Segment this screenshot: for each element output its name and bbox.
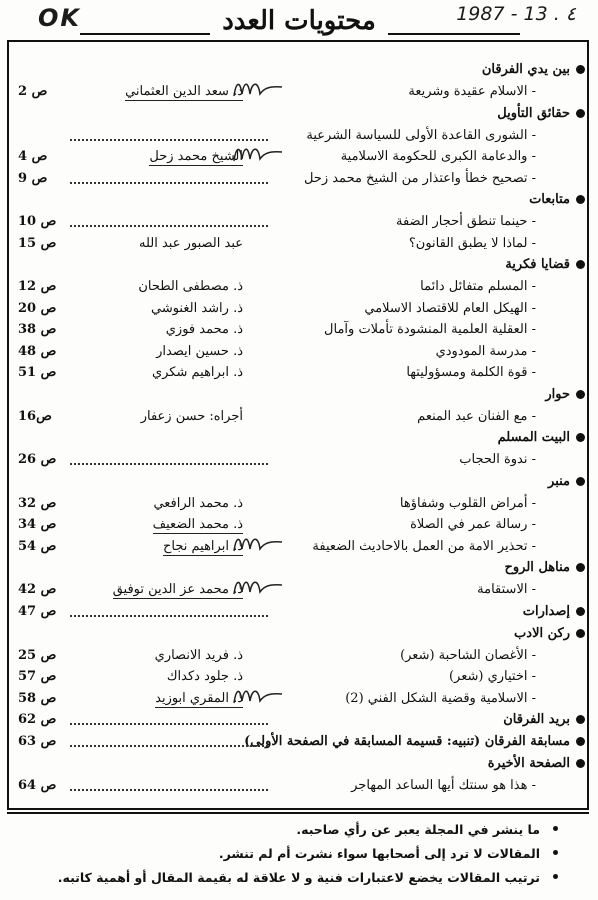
section-title: حقائق التأويل xyxy=(497,105,570,121)
entry-author: ذ. جلود دكداك xyxy=(166,669,243,684)
page-number: ص 62 xyxy=(18,712,57,727)
notes-rule xyxy=(7,812,589,814)
toc-entry xyxy=(0,299,598,321)
handwritten-check-mark xyxy=(230,576,286,598)
page-number: ص 15 xyxy=(18,235,57,251)
page-number: ص 34 xyxy=(18,517,57,532)
toc-entry xyxy=(0,494,598,516)
entry-author: ذ. محمد الضعيف xyxy=(152,517,243,532)
toc-entry xyxy=(0,342,598,364)
page-number: ص 12 xyxy=(18,279,57,294)
page-number: ص 48 xyxy=(18,343,57,359)
entry-title: - تصحيح خطأ واعتذار من الشيخ محمد زحل xyxy=(303,170,536,186)
entry-author: ذ. فريد الانصاري xyxy=(154,647,243,663)
note-bullet xyxy=(553,874,558,879)
page-number: ص 10 xyxy=(18,214,57,229)
entry-title: - رسالة عمر في الصلاة xyxy=(410,517,536,532)
section-bullet xyxy=(576,390,585,399)
page-number: ص 64 xyxy=(18,778,57,793)
toc-entry xyxy=(0,363,598,385)
note-text: ما ينشر في المجلة يعبر عن رأي صاحبه. xyxy=(296,822,540,837)
entry-title: - تحذير الامة من العمل بالاحاديث الضعيفة xyxy=(312,538,536,554)
section-heading xyxy=(0,255,598,277)
page-number: ص 51 xyxy=(18,365,57,380)
page-number: ص 38 xyxy=(18,322,57,337)
section-heading xyxy=(0,624,598,646)
section-title: مناهل الروح xyxy=(504,560,570,575)
section-bullet xyxy=(576,260,585,269)
section-title: بين يدي الفرقان xyxy=(481,62,570,77)
entry-title: - المسلم متفائل دائما xyxy=(420,279,536,294)
page-number: ص 26 xyxy=(18,452,57,467)
note-bullet xyxy=(553,850,558,855)
section-heading xyxy=(0,754,598,776)
handwritten-check-mark xyxy=(230,533,286,555)
toc-entry xyxy=(0,407,598,429)
dot-leader xyxy=(70,615,268,617)
section-bullet xyxy=(576,477,585,486)
entry-title: - الاسلامية وقضية الشكل الفني (2) xyxy=(345,690,536,706)
page-number: ص 32 xyxy=(18,495,57,511)
section-title: مسابقة الفرقان (تنبيه: قسيمة المسابقة في الصفحة الأولى) xyxy=(244,734,570,749)
section-bullet xyxy=(576,563,585,572)
section-title: الصفحة الأخيرة xyxy=(487,756,570,771)
toc-entry xyxy=(0,147,598,169)
toc-entry xyxy=(0,277,598,299)
toc-entry xyxy=(0,537,598,559)
section-title: إصدارات xyxy=(522,603,570,619)
note-text: ترتيب المقالات يخضع لاعتبارات فنية و لا علاقة له بقيمة المقال أو أهمية كاتبه. xyxy=(57,870,540,885)
toc-entry xyxy=(0,646,598,668)
section-bullet xyxy=(576,629,585,638)
handwritten-check-mark xyxy=(230,143,286,165)
note-bullet xyxy=(553,826,558,831)
section-bullet xyxy=(576,65,585,74)
entry-author: ذ. المقري ابوزيد xyxy=(155,690,243,706)
toc-entry xyxy=(0,126,598,148)
entry-author: د. سعد الدين العثماني xyxy=(125,84,243,99)
section-title: متابعات xyxy=(529,192,570,207)
entry-author: ذ. ابراهيم نجاح xyxy=(163,538,243,554)
entry-author: ذ. محمد فوزي xyxy=(165,322,243,337)
section-title: بريد الفرقان xyxy=(503,712,570,727)
dot-leader xyxy=(70,463,268,465)
entry-title: - والدعامة الكبرى للحكومة الاسلامية xyxy=(340,149,536,164)
section-heading xyxy=(0,104,598,126)
entry-author: ذ. مصطفى الطحان xyxy=(138,279,243,294)
section-heading xyxy=(0,558,598,580)
section-title: قضايا فكرية xyxy=(505,257,570,272)
section-bullet xyxy=(576,433,585,442)
toc-entry xyxy=(0,450,598,472)
section-heading xyxy=(0,732,598,754)
section-bullet xyxy=(576,109,585,118)
entry-title: - هذا هو سنتك أيها الساعد المهاجر xyxy=(351,778,536,793)
entry-author: ذ. راشد الغنوشي xyxy=(150,300,243,316)
dot-leader xyxy=(70,139,268,141)
entry-title: - أمراض القلوب وشفاؤها xyxy=(399,495,536,511)
section-heading xyxy=(0,602,598,624)
section-bullet xyxy=(576,607,585,616)
entry-title: - لماذا لا يطبق القانون؟ xyxy=(408,235,536,251)
toc-entry xyxy=(0,212,598,234)
section-title: حوار xyxy=(545,386,570,402)
section-title: البيت المسلم xyxy=(497,430,570,445)
entry-author: ذ. ابراهيم شكري xyxy=(151,365,243,380)
entry-title: - مع الفنان عبد المنعم xyxy=(417,408,536,424)
page-number: ص 54 xyxy=(18,538,57,554)
page-number: ص 4 xyxy=(18,149,48,164)
dot-leader xyxy=(70,225,268,227)
page-number: ص 25 xyxy=(18,647,57,663)
entry-title: - الشورى القاعدة الأولى للسياسة الشرعية xyxy=(306,127,536,143)
section-heading xyxy=(0,190,598,212)
entry-title: - العقلية العلمية المنشودة تأملات وآمال xyxy=(324,322,536,337)
section-heading xyxy=(0,710,598,732)
toc-entry xyxy=(0,169,598,191)
note-text: المقالات لا ترد إلى أصحابها سواء نشرت أم لم تنشر. xyxy=(218,846,540,861)
handwritten-date: 1987 - 13 . ٤ xyxy=(456,3,576,25)
section-heading xyxy=(0,428,598,450)
entry-author: ذ. محمد الرافعي xyxy=(153,495,243,511)
toc-entry xyxy=(0,580,598,602)
toc-entry xyxy=(0,82,598,104)
entry-title: - الاسلام عقيدة وشريعة xyxy=(408,84,536,99)
page-number: ص16 xyxy=(18,408,52,424)
page-number: ص 47 xyxy=(18,603,57,619)
handwritten-check-mark xyxy=(230,78,286,100)
entry-title: - الأغصان الشاحبة (شعر) xyxy=(400,647,536,663)
entry-title: - الاستقامة xyxy=(477,582,536,597)
entry-title: - ندوة الحجاب xyxy=(459,452,536,467)
entry-title: - حينما تنطق أحجار الضفة xyxy=(396,214,536,229)
entry-title: - قوة الكلمة ومسؤوليتها xyxy=(406,365,536,380)
page-number: ص 9 xyxy=(18,170,48,186)
entry-title: - اختياري (شعر) xyxy=(448,669,536,684)
entry-title: - مدرسة المودودي xyxy=(435,343,536,359)
dot-leader xyxy=(70,789,268,791)
toc-entry xyxy=(0,515,598,537)
section-bullet xyxy=(576,759,585,768)
entry-title: - الهيكل العام للاقتصاد الاسلامي xyxy=(364,300,536,316)
entry-author: أجراه: حسن زعفار xyxy=(140,408,243,424)
section-heading xyxy=(0,60,598,82)
section-bullet xyxy=(576,737,585,746)
section-title: منبر xyxy=(548,473,570,489)
dot-leader xyxy=(70,723,268,725)
page-number: ص 58 xyxy=(18,690,57,706)
page-number: ص 42 xyxy=(18,582,57,597)
handwritten-corner-mark: OK xyxy=(38,4,81,32)
entry-author: ذ. حسين ايصدار xyxy=(156,343,243,359)
page-number: ص 2 xyxy=(18,84,48,99)
entry-author: ذ. محمد عز الدين توفيق xyxy=(112,582,243,597)
section-heading xyxy=(0,472,598,494)
dot-leader xyxy=(70,182,268,184)
section-bullet xyxy=(576,715,585,724)
page-title: محتويات العدد xyxy=(0,6,598,36)
handwritten-check-mark xyxy=(230,685,286,707)
page-number: ص 63 xyxy=(18,734,57,749)
toc-entry xyxy=(0,234,598,256)
toc-entry xyxy=(0,689,598,711)
section-bullet xyxy=(576,195,585,204)
section-title: ركن الادب xyxy=(514,625,570,641)
toc-entry xyxy=(0,320,598,342)
page-number: ص 20 xyxy=(18,300,57,316)
toc-entry xyxy=(0,776,598,798)
toc-entry xyxy=(0,667,598,689)
section-heading xyxy=(0,385,598,407)
entry-author: الشيخ محمد زحل xyxy=(149,149,243,164)
page-number: ص 57 xyxy=(18,669,57,684)
dot-leader xyxy=(70,745,268,747)
entry-author: عبد الصبور عبد الله xyxy=(138,235,243,251)
